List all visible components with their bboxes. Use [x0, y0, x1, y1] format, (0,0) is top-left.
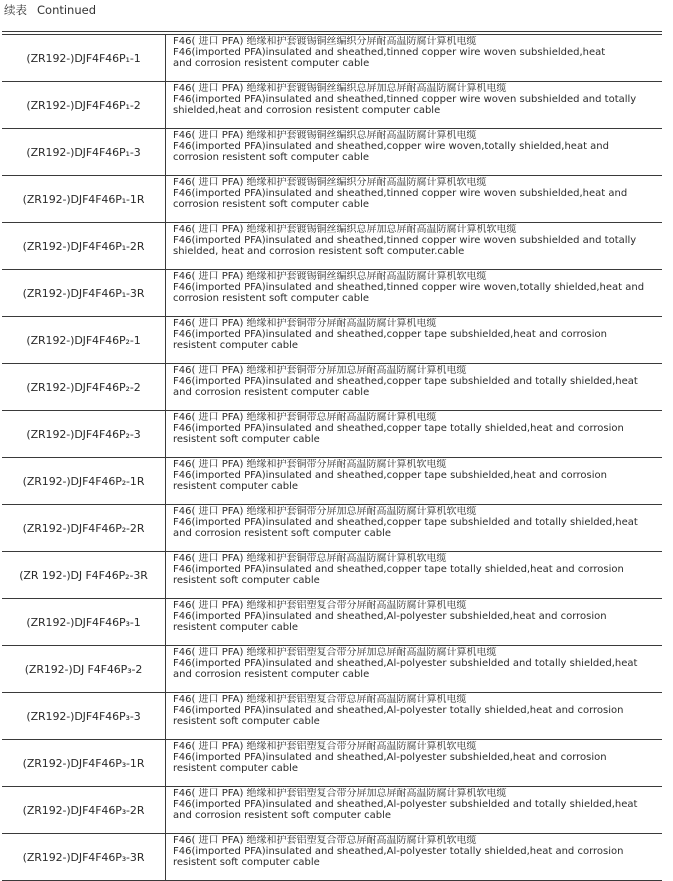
description-cell: [166, 364, 663, 411]
model-cell: (ZR192-)DJ F4F46P₃-2: [2, 646, 166, 693]
table-row: [2, 458, 662, 505]
table-row: [2, 646, 662, 693]
description-en-line: resistent computer cable: [173, 481, 299, 493]
description-en-line: corrosion resistent soft computer cable: [173, 199, 370, 211]
table-row: [2, 176, 662, 223]
model-cell: (ZR192-)DJF4F46P₂-2R: [2, 505, 166, 552]
description-en-line: corrosion resistent soft computer cable: [173, 152, 370, 164]
caption-en: Continued: [37, 3, 97, 17]
table-row: [2, 129, 662, 176]
table-row: [2, 552, 662, 599]
description-cell: [166, 35, 663, 82]
description-en-line: F46(imported PFA)insulated and sheathed,copper tape totally shielded,heat and corrosion: [173, 564, 624, 576]
table-row: [2, 35, 662, 82]
description-cn: F46( 进口 PFA) 绝缘和护套镀锡铜丝编织分屏耐高温防腐计算机软电缆: [173, 177, 487, 188]
page-caption: [4, 2, 96, 18]
table-row: [2, 270, 662, 317]
description-en-line: shielded,heat and corrosion resistent computer cable: [173, 105, 441, 117]
model-cell: (ZR192-)DJF4F46P₁-3: [2, 129, 166, 176]
description-cell: [166, 834, 663, 881]
description-cell: [166, 411, 663, 458]
model-cell: (ZR192-)DJF4F46P₁-1: [2, 35, 166, 82]
description-cell: [166, 740, 663, 787]
description-en-line: and corrosion resistent computer cable: [173, 58, 370, 70]
description-cn: F46( 进口 PFA) 绝缘和护套铜带分屏加总屏耐高温防腐计算机电缆: [173, 365, 467, 376]
description-en-line: F46(imported PFA)insulated and sheathed,tinned copper wire woven subshielded and totally: [173, 235, 637, 247]
description-en-line: F46(imported PFA)insulated and sheathed,copper tape subshielded,heat and corrosion: [173, 329, 607, 341]
model-cell: (ZR192-)DJF4F46P₁-2: [2, 82, 166, 129]
model-cell: (ZR192-)DJF4F46P₃-3R: [2, 834, 166, 881]
description-cell: [166, 129, 663, 176]
table-row: [2, 693, 662, 740]
description-cn: F46( 进口 PFA) 绝缘和护套铝塑复合带总屏耐高温防腐计算机电缆: [173, 694, 467, 705]
table-row: [2, 505, 662, 552]
description-cell: [166, 646, 663, 693]
description-cn: F46( 进口 PFA) 绝缘和护套镀锡铜丝编织总屏加总屏耐高温防腐计算机电缆: [173, 83, 507, 94]
description-en-line: resistent computer cable: [173, 622, 299, 634]
description-cn: F46( 进口 PFA) 绝缘和护套铝塑复合带总屏耐高温防腐计算机软电缆: [173, 835, 477, 846]
description-cn: F46( 进口 PFA) 绝缘和护套铜带分屏耐高温防腐计算机软电缆: [173, 459, 447, 470]
description-en-line: F46(imported PFA)insulated and sheathed,tinned copper wire woven subshielded,heat: [173, 47, 606, 59]
model-cell: (ZR192-)DJF4F46P₃-1R: [2, 740, 166, 787]
cable-spec-table-body: [2, 35, 662, 881]
description-en-line: resistent computer cable: [173, 763, 299, 775]
table-row: [2, 599, 662, 646]
description-cn: F46( 进口 PFA) 绝缘和护套铝塑复合带分屏耐高温防腐计算机电缆: [173, 600, 467, 611]
description-en-line: resistent soft computer cable: [173, 575, 320, 587]
description-cn: F46( 进口 PFA) 绝缘和护套铝塑复合带分屏加总屏耐高温防腐计算机电缆: [173, 647, 497, 658]
table-row: [2, 834, 662, 881]
description-cell: [166, 458, 663, 505]
description-cell: [166, 599, 663, 646]
description-en-line: F46(imported PFA)insulated and sheathed,copper tape subshielded and totally shielded,heat: [173, 517, 638, 529]
description-en-line: and corrosion resistent soft computer cable: [173, 810, 392, 822]
description-en-line: F46(imported PFA)insulated and sheathed,Al-polyester subshielded and totally shielded,heat: [173, 658, 638, 670]
description-cell: [166, 176, 663, 223]
description-en-line: resistent soft computer cable: [173, 434, 320, 446]
description-en-line: corrosion resistent soft computer cable: [173, 293, 370, 305]
description-en-line: and corrosion resistent soft computer cable: [173, 528, 392, 540]
description-cell: [166, 505, 663, 552]
description-cell: [166, 223, 663, 270]
description-cell: [166, 270, 663, 317]
description-cn: F46( 进口 PFA) 绝缘和护套镀锡铜丝编织总屏耐高温防腐计算机软电缆: [173, 271, 487, 282]
model-cell: (ZR192-)DJF4F46P₃-1: [2, 599, 166, 646]
description-cn: F46( 进口 PFA) 绝缘和护套铝塑复合带分屏加总屏耐高温防腐计算机软电缆: [173, 788, 507, 799]
table-row: [2, 787, 662, 834]
description-cell: [166, 82, 663, 129]
description-en-line: F46(imported PFA)insulated and sheathed,Al-polyester totally shielded,heat and corrosion: [173, 846, 624, 858]
description-en-line: resistent soft computer cable: [173, 857, 320, 869]
cable-spec-table: [2, 34, 662, 881]
description-cell: [166, 317, 663, 364]
table-row: [2, 82, 662, 129]
table-row: [2, 317, 662, 364]
model-cell: (ZR192-)DJF4F46P₁-3R: [2, 270, 166, 317]
model-cell: (ZR192-)DJF4F46P₂-1R: [2, 458, 166, 505]
table-row: [2, 411, 662, 458]
description-cell: [166, 693, 663, 740]
description-en-line: F46(imported PFA)insulated and sheathed,Al-polyester totally shielded,heat and corrosion: [173, 705, 624, 717]
description-en-line: shielded, heat and corrosion resistent soft computer.cable: [173, 246, 465, 258]
description-en-line: and corrosion resistent computer cable: [173, 669, 370, 681]
model-cell: (ZR192-)DJF4F46P₁-1R: [2, 176, 166, 223]
description-cn: F46( 进口 PFA) 绝缘和护套镀锡铜丝编织总屏加总屏耐高温防腐计算机软电缆: [173, 224, 517, 235]
table-top-rule: [2, 31, 662, 32]
description-en-line: and corrosion resistent computer cable: [173, 387, 370, 399]
description-en-line: F46(imported PFA)insulated and sheathed,Al-polyester subshielded,heat and corrosion: [173, 611, 607, 623]
description-cell: [166, 552, 663, 599]
description-cn: F46( 进口 PFA) 绝缘和护套铜带总屏耐高温防腐计算机电缆: [173, 412, 437, 423]
model-cell: (ZR 192-)DJ F4F46P₂-3R: [2, 552, 166, 599]
description-cn: F46( 进口 PFA) 绝缘和护套铝塑复合带分屏耐高温防腐计算机软电缆: [173, 741, 477, 752]
description-en-line: F46(imported PFA)insulated and sheathed,Al-polyester subshielded,heat and corrosion: [173, 752, 607, 764]
description-cn: F46( 进口 PFA) 绝缘和护套镀锡铜丝编织总屏耐高温防腐计算机电缆: [173, 130, 477, 141]
description-en-line: resistent soft computer cable: [173, 716, 320, 728]
description-cell: [166, 787, 663, 834]
table-row: [2, 223, 662, 270]
model-cell: (ZR192-)DJF4F46P₁-2R: [2, 223, 166, 270]
description-en-line: F46(imported PFA)insulated and sheathed,copper tape totally shielded,heat and corrosion: [173, 423, 624, 435]
description-en-line: F46(imported PFA)insulated and sheathed,Al-polyester subshielded and totally shielded,heat: [173, 799, 638, 811]
description-cn: F46( 进口 PFA) 绝缘和护套铜带分屏耐高温防腐计算机电缆: [173, 318, 437, 329]
table-row: [2, 364, 662, 411]
description-en-line: F46(imported PFA)insulated and sheathed,copper wire woven,totally shielded,heat and: [173, 141, 609, 153]
description-en-line: F46(imported PFA)insulated and sheathed,copper tape subshielded,heat and corrosion: [173, 470, 607, 482]
description-en-line: F46(imported PFA)insulated and sheathed,copper tape subshielded and totally shielded,heat: [173, 376, 638, 388]
model-cell: (ZR192-)DJF4F46P₂-3: [2, 411, 166, 458]
model-cell: (ZR192-)DJF4F46P₂-2: [2, 364, 166, 411]
description-cn: F46( 进口 PFA) 绝缘和护套铜带分屏加总屏耐高温防腐计算机软电缆: [173, 506, 477, 517]
description-cn: F46( 进口 PFA) 绝缘和护套镀锡铜丝编织分屏耐高温防腐计算机电缆: [173, 36, 477, 47]
description-cn: F46( 进口 PFA) 绝缘和护套铜带总屏耐高温防腐计算机软电缆: [173, 553, 447, 564]
description-en-line: F46(imported PFA)insulated and sheathed,tinned copper wire woven subshielded,heat and: [173, 188, 628, 200]
model-cell: (ZR192-)DJF4F46P₃-2R: [2, 787, 166, 834]
description-en-line: F46(imported PFA)insulated and sheathed,tinned copper wire woven subshielded and totally: [173, 94, 637, 106]
model-cell: (ZR192-)DJF4F46P₃-3: [2, 693, 166, 740]
caption-cn: 续表: [4, 3, 27, 17]
description-en-line: resistent computer cable: [173, 340, 299, 352]
description-en-line: F46(imported PFA)insulated and sheathed,tinned copper wire woven,totally shielded,heat and: [173, 282, 645, 294]
model-cell: (ZR192-)DJF4F46P₂-1: [2, 317, 166, 364]
table-row: [2, 740, 662, 787]
